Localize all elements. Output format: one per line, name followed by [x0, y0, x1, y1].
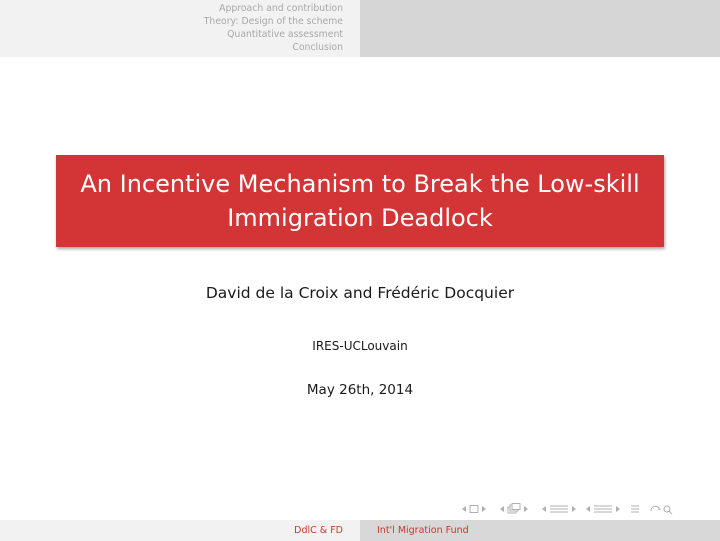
navigation-symbols [462, 502, 686, 516]
authors: David de la Croix and Frédéric Docquier [205, 284, 515, 302]
search-back-forward-icon[interactable] [650, 503, 676, 515]
outline-icon[interactable] [630, 503, 640, 515]
title-box [56, 155, 664, 247]
section-list [0, 0, 360, 57]
presentation-nav-icon[interactable] [586, 503, 620, 515]
institute: IRES-UCLouvain [312, 339, 408, 353]
presentation-title [80, 167, 639, 235]
header-navigation [0, 0, 720, 57]
header-right-band [360, 0, 720, 57]
nav-section-quantitative[interactable]: Quantitative assessment [227, 29, 343, 40]
nav-section-conclusion[interactable]: Conclusion [292, 42, 343, 53]
footer [0, 520, 720, 541]
section-nav-icon[interactable] [542, 503, 576, 515]
title-line-1: An Incentive Mechanism to Break the Low-skill [80, 170, 640, 198]
date: May 26th, 2014 [306, 382, 414, 398]
footer-short-authors: DdlC & FD [0, 520, 360, 541]
subsection-nav-icon[interactable] [500, 503, 532, 515]
footer-short-title: Int'l Migration Fund [360, 520, 720, 541]
nav-section-theory[interactable]: Theory: Design of the scheme [203, 16, 343, 27]
nav-section-approach[interactable]: Approach and contribution [219, 3, 343, 14]
title-line-2: Immigration Deadlock [227, 204, 493, 232]
frame-nav-icon[interactable] [462, 504, 490, 514]
